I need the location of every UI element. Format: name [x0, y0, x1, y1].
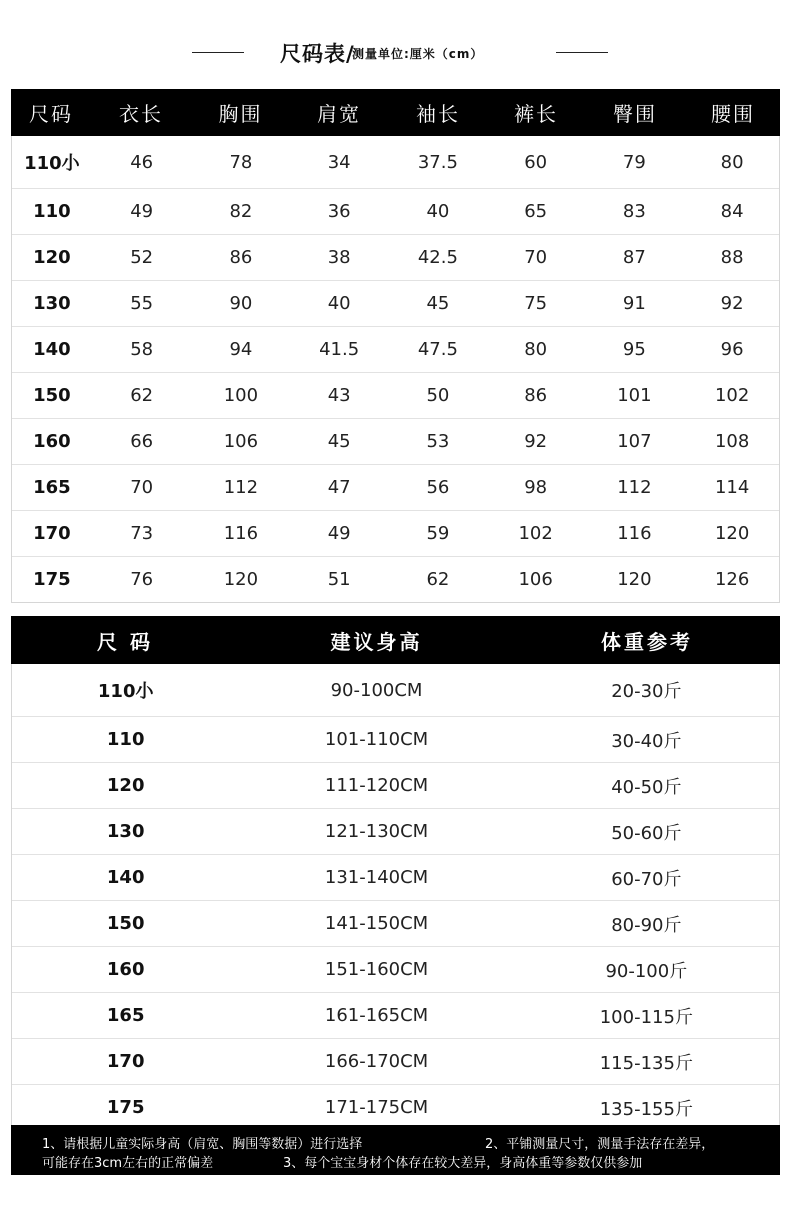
measurement-cell: 87: [622, 247, 646, 268]
measurement-cell: 38: [327, 247, 351, 268]
weight-cell: 30-40斤: [611, 730, 682, 752]
table-row: [12, 808, 779, 854]
table-row: [12, 946, 779, 992]
measurement-cell: 80: [524, 339, 548, 360]
table-row: [12, 992, 779, 1038]
measurement-cell: 73: [130, 523, 154, 544]
height-weight-table: [11, 616, 780, 1131]
measurement-cell: 49: [130, 201, 154, 222]
measurement-cell: 45: [426, 293, 450, 314]
measurement-cell: 56: [426, 477, 450, 498]
measurement-cell: 86: [229, 247, 253, 268]
title-divider-right: [556, 52, 608, 53]
size-cell: 140: [106, 867, 145, 888]
measurement-cell: 50: [426, 385, 450, 406]
measurement-cell: 62: [130, 385, 154, 406]
measurement-cell: 100: [223, 385, 259, 406]
measurement-cell: 41.5: [319, 339, 360, 360]
measurement-cell: 116: [617, 523, 652, 544]
size-cell: 165: [33, 477, 71, 498]
measurement-cell: 36: [327, 201, 351, 222]
size-cell: 130: [33, 293, 71, 314]
measurement-cell: 92: [524, 431, 548, 452]
measurement-cell: 112: [223, 477, 259, 498]
measurement-cell: 92: [720, 293, 744, 314]
table-row: [12, 234, 779, 280]
header-shoulder: 肩宽: [317, 102, 361, 126]
measurement-cell: 51: [327, 569, 351, 590]
header-waist: 腰围: [711, 102, 755, 126]
measurement-cell: 43: [327, 385, 351, 406]
height-cell: 141-150CM: [324, 913, 429, 934]
weight-cell: 40-50斤: [611, 776, 682, 798]
title-row: [0, 30, 790, 74]
weight-cell: 60-70斤: [611, 868, 682, 890]
measurement-cell: 83: [622, 201, 646, 222]
table-row: [12, 326, 779, 372]
size-cell: 170: [106, 1051, 145, 1072]
size-cell: 120: [106, 775, 145, 796]
measurement-cell: 58: [130, 339, 154, 360]
measurement-cell: 40: [426, 201, 450, 222]
size-cell: 160: [106, 959, 145, 980]
table-row: [12, 556, 779, 602]
table-row: [12, 280, 779, 326]
measurement-cell: 55: [130, 293, 154, 314]
measurement-cell: 98: [524, 477, 548, 498]
page-title: 尺码表/: [280, 42, 355, 66]
measurement-cell: 70: [524, 247, 548, 268]
size-table-body: [11, 136, 780, 603]
height-table-body: [11, 664, 780, 1131]
header-chest: 胸围: [218, 102, 263, 126]
table-row: [12, 188, 779, 234]
measurement-cell: 114: [714, 477, 750, 498]
size-cell: 140: [33, 339, 71, 360]
size-cell: 150: [106, 913, 145, 934]
table-row: [12, 1038, 779, 1084]
measurement-cell: 107: [617, 431, 652, 452]
weight-cell: 100-115斤: [599, 1006, 693, 1028]
table-row: [12, 136, 779, 188]
weight-cell: 135-155斤: [599, 1098, 693, 1120]
measurement-cell: 90: [229, 293, 253, 314]
weight-cell: 80-90斤: [611, 914, 682, 936]
measurement-cell: 120: [714, 523, 750, 544]
header-pants-length: 裤长: [514, 102, 558, 126]
height-cell: 171-175CM: [324, 1097, 429, 1118]
height-cell: 166-170CM: [324, 1051, 429, 1072]
title-divider-left: [192, 52, 244, 53]
measurement-cell: 70: [130, 477, 154, 498]
header-sleeve: 袖长: [416, 102, 460, 126]
measurement-cell: 96: [720, 339, 744, 360]
size-cell: 175: [33, 569, 71, 590]
height-cell: 151-160CM: [324, 959, 429, 980]
measurement-cell: 101: [617, 385, 652, 406]
size-table-header: [11, 89, 780, 136]
size-cell: 110: [106, 729, 145, 750]
measurement-cell: 75: [524, 293, 548, 314]
measurement-cell: 82: [229, 201, 253, 222]
header-weight-reference: 体重参考: [601, 629, 693, 654]
measurement-cell: 37.5: [417, 151, 458, 173]
header-hip: 臀围: [613, 102, 657, 126]
measurement-cell: 62: [426, 569, 450, 590]
measurement-cell: 88: [720, 247, 744, 268]
table-row: [12, 1084, 779, 1130]
measurement-cell: 126: [714, 569, 750, 590]
measurement-cell: 80: [720, 151, 744, 173]
size-cell: 130: [106, 821, 145, 842]
size-cell: 165: [106, 1005, 145, 1026]
size-cell: 170: [33, 523, 71, 544]
measurement-cell: 42.5: [417, 247, 458, 268]
weight-cell: 20-30斤: [611, 681, 682, 702]
header-suggested-height: 建议身高: [330, 629, 423, 654]
note-2: 2、平铺测量尺寸，测量手法存在差异，: [485, 1137, 715, 1152]
measurement-cell: 66: [130, 431, 154, 452]
measurement-cell: 40: [327, 293, 351, 314]
header-size: 尺码: [29, 102, 73, 126]
measurement-cell: 84: [720, 201, 744, 222]
table-row: [12, 372, 779, 418]
height-cell: 131-140CM: [324, 867, 429, 888]
size-cell: 110: [33, 201, 71, 222]
height-cell: 121-130CM: [324, 821, 429, 842]
measurement-cell: 112: [617, 477, 652, 498]
measurement-cell: 65: [524, 201, 548, 222]
note-1: 1、请根据儿童实际身高（肩宽、胸围等数据）进行选择: [42, 1137, 363, 1152]
measurement-cell: 47: [327, 477, 351, 498]
table-row: [12, 464, 779, 510]
size-measurement-table: [11, 89, 780, 603]
measurement-cell: 120: [223, 569, 259, 590]
measurement-cell: 34: [327, 151, 351, 173]
measurement-cell: 60: [524, 151, 548, 173]
height-cell: 111-120CM: [324, 775, 429, 796]
weight-cell: 115-135斤: [599, 1052, 693, 1074]
measurement-cell: 53: [426, 431, 450, 452]
measurement-cell: 108: [714, 431, 750, 452]
measurement-cell: 106: [223, 431, 259, 452]
note-3: 3、每个宝宝身材个体存在较大差异，身高体重等参数仅供参加: [283, 1156, 643, 1171]
weight-cell: 50-60斤: [611, 822, 682, 844]
size-cell: 150: [33, 385, 71, 406]
measurement-cell: 86: [524, 385, 548, 406]
size-cell: 160: [33, 431, 71, 452]
measurement-cell: 45: [327, 431, 351, 452]
note-1-continued: 可能存在3cm左右的正常偏差: [42, 1156, 214, 1171]
measurement-cell: 116: [223, 523, 259, 544]
measurement-cell: 59: [426, 523, 450, 544]
table-row: [12, 762, 779, 808]
measurement-cell: 78: [229, 151, 253, 173]
size-cell: 175: [106, 1097, 145, 1118]
measurement-unit-label: 测量单位:厘米（cm）: [352, 47, 484, 61]
measurement-cell: 102: [518, 523, 553, 544]
height-cell: 90-100CM: [330, 679, 423, 701]
height-table-header: [11, 616, 780, 664]
measurement-cell: 47.5: [417, 339, 458, 360]
measurement-cell: 46: [130, 151, 154, 173]
measurement-cell: 94: [229, 339, 253, 360]
measurement-cell: 95: [622, 339, 646, 360]
measurement-cell: 52: [130, 247, 154, 268]
measurement-cell: 91: [622, 293, 646, 314]
height-cell: 161-165CM: [324, 1005, 429, 1026]
size-cell: 110小: [97, 681, 154, 702]
measurement-cell: 76: [130, 569, 154, 590]
table-row: [12, 418, 779, 464]
header-length: 衣长: [119, 102, 163, 126]
notes-box: [11, 1125, 780, 1175]
table-row: [12, 854, 779, 900]
size-cell: 110小: [24, 153, 80, 174]
measurement-cell: 49: [327, 523, 351, 544]
measurement-cell: 102: [714, 385, 750, 406]
measurement-cell: 79: [622, 151, 646, 173]
table-row: [12, 664, 779, 716]
table-row: [12, 716, 779, 762]
measurement-cell: 120: [617, 569, 652, 590]
measurement-cell: 106: [518, 569, 553, 590]
size-cell: 120: [33, 247, 71, 268]
weight-cell: 90-100斤: [605, 960, 688, 982]
table-row: [12, 900, 779, 946]
table-row: [12, 510, 779, 556]
height-cell: 101-110CM: [324, 729, 429, 750]
header-size: 尺 码: [97, 629, 153, 654]
